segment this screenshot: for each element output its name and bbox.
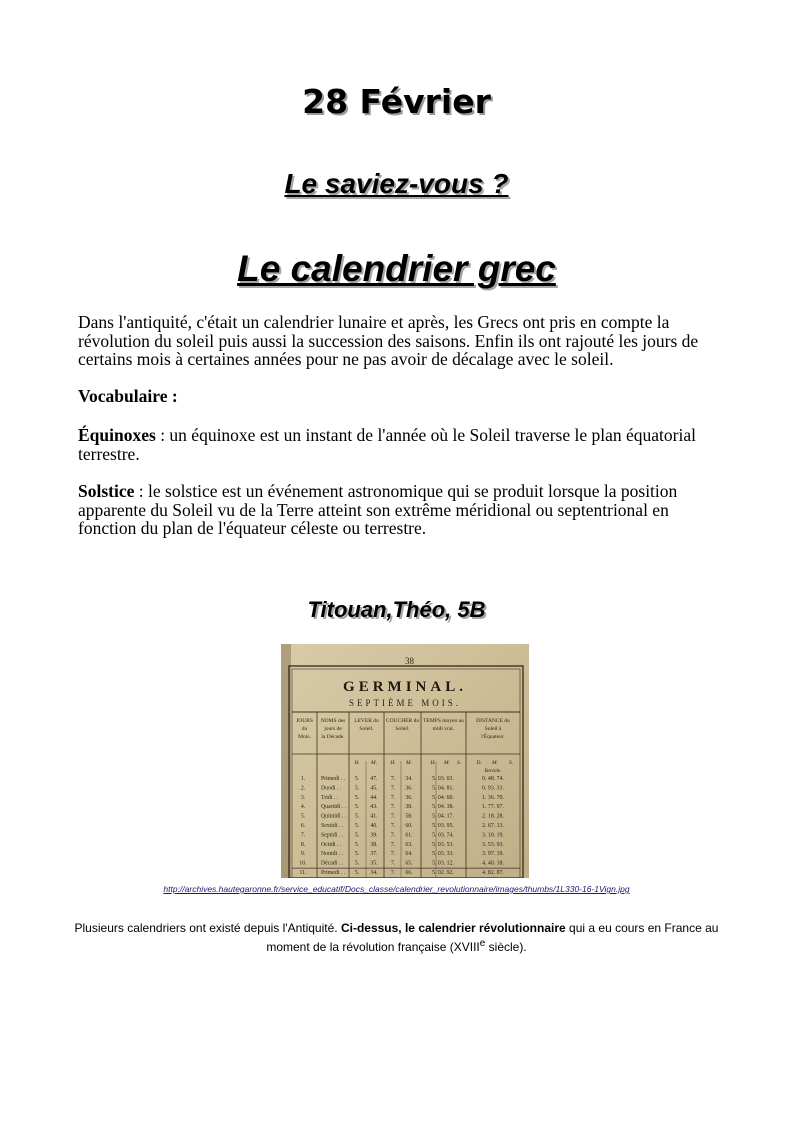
sun-distance: 4. 82. 87. xyxy=(482,870,504,876)
unit-label: M. xyxy=(444,760,450,766)
sunset-minute: 36. xyxy=(405,794,413,801)
day-number: 1. xyxy=(300,776,306,782)
sunrise-minute: 45. xyxy=(370,785,378,792)
sunrise-minute: 44. xyxy=(370,794,378,801)
definition-equinoxes xyxy=(78,426,728,463)
sun-distance: 3. 97. 19. xyxy=(482,851,504,858)
sunset-minute: 66. xyxy=(405,870,413,876)
mean-time: 5. 04. 60. xyxy=(432,794,454,801)
sunset-hour: 7. xyxy=(390,813,396,820)
kicker-heading: Le saviez-vous ? xyxy=(284,168,509,199)
column-header-line: COUCHER du xyxy=(385,718,420,724)
sun-distance: 4. 40. 18. xyxy=(482,860,504,867)
mean-time: 5. 03. 53. xyxy=(432,841,454,848)
unit-label: S. xyxy=(508,760,514,766)
sunset-hour: 7. xyxy=(390,870,396,876)
day-number: 8. xyxy=(300,841,306,848)
sun-distance: 0. 93. 33. xyxy=(482,785,504,792)
sunset-hour: 7. xyxy=(390,823,396,829)
unit-label: D. xyxy=(476,760,482,766)
column-header-line: jours de xyxy=(324,726,342,732)
month-title: GERMINAL. xyxy=(343,679,467,695)
mean-time: 5. 04. 81. xyxy=(432,785,454,792)
column-header-line: l'Équateur. xyxy=(481,734,505,740)
sunrise-minute: 39. xyxy=(370,832,378,839)
mean-time: 5. 04. 17. xyxy=(432,813,454,820)
unit-label: S. xyxy=(456,760,462,766)
caption-sup: e xyxy=(479,938,486,949)
definition-equinoxes-text: : un équinoxe est un instant de l'année où le Soleil traverse le plan équatorial terrestre. xyxy=(78,425,696,464)
sunrise-hour: 5. xyxy=(354,851,360,858)
day-name: Nonidi . . xyxy=(321,851,343,858)
day-number: 6. xyxy=(300,823,306,829)
sunrise-minute: 37. xyxy=(370,851,378,858)
sunset-hour: 7. xyxy=(390,832,396,839)
unit-label: H. xyxy=(354,760,360,766)
day-name: Octidi . . xyxy=(321,841,342,848)
caption-part3: siècle). xyxy=(485,940,527,954)
column-header-line: Soleil. xyxy=(395,726,410,732)
unit-label: M. xyxy=(492,760,498,766)
day-name: Quartidi . . xyxy=(321,804,347,811)
sunrise-hour: 5. xyxy=(354,776,360,782)
unit-label: H. xyxy=(430,760,436,766)
day-name: Duodi . . xyxy=(321,785,342,792)
sunrise-hour: 5. xyxy=(354,832,360,839)
day-number: 7. xyxy=(300,832,306,839)
sunset-minute: 38. xyxy=(405,804,413,811)
author-credit: Titouan,Théo, 5B xyxy=(307,597,486,622)
column-header-line: NOMS des xyxy=(320,718,346,724)
sun-distance: 1. 77. 97. xyxy=(482,804,504,811)
calendar-page-scan xyxy=(281,644,529,878)
day-number: 9. xyxy=(300,851,306,858)
column-header-line: LEVER du xyxy=(354,718,379,724)
day-name: Septidi . . xyxy=(321,832,344,839)
sunset-minute: 36. xyxy=(405,785,413,792)
sunset-hour: 7. xyxy=(390,851,396,858)
sunset-hour: 7. xyxy=(390,776,396,782)
sun-distance: 2. 18. 28. xyxy=(482,813,504,820)
column-header-line: DISTANCE du xyxy=(476,718,510,724)
sunrise-hour: 5. xyxy=(354,785,360,792)
page-number: 38 xyxy=(405,656,414,666)
sun-distance: 3. 53. 93. xyxy=(482,841,504,848)
sun-distance: 0. 48. 74. xyxy=(482,776,504,782)
sunset-hour: 7. xyxy=(390,785,396,792)
mean-time: 5. 03. 95. xyxy=(432,823,454,829)
sunrise-hour: 5. xyxy=(354,823,360,829)
sunset-hour: 7. xyxy=(390,841,396,848)
column-header-line: midi vrai. xyxy=(432,726,455,732)
sunrise-hour: 5. xyxy=(354,804,360,811)
day-name: Tridi . . xyxy=(321,794,339,801)
sunset-minute: 60. xyxy=(405,823,413,829)
caption-bold: Ci-dessus, le calendrier révolutionnaire xyxy=(340,921,566,935)
sunrise-hour: 5. xyxy=(354,860,360,867)
sunset-minute: 63. xyxy=(405,841,413,848)
unit-label: H. xyxy=(390,760,396,766)
unit-label: M. xyxy=(406,760,412,766)
sunset-minute: 58. xyxy=(405,813,413,820)
day-number: 10. xyxy=(299,860,307,867)
sunset-hour: 7. xyxy=(390,860,396,867)
day-name: Décadi . . xyxy=(321,860,344,867)
day-number: 3. xyxy=(300,794,306,801)
sunrise-minute: 34. xyxy=(370,870,378,876)
day-number: 4. xyxy=(300,804,306,811)
sunrise-minute: 41. xyxy=(370,813,378,820)
column-header xyxy=(321,718,346,740)
term-equinoxes: Équinoxes xyxy=(78,425,156,445)
intro-paragraph: Dans l'antiquité, c'était un calendrier lunaire et après, les Grecs ont pris en compte la révolution du soleil puis aussi la succession des saisons. Enfin ils ont rajouté les jours de certains mois à certaines années pour ne pas avoir de décalage avec le soleil. xyxy=(78,312,699,369)
column-header-line: TEMPS moyen au xyxy=(423,718,464,724)
column-header-line: JOURS xyxy=(296,718,313,724)
sunset-minute: 34. xyxy=(405,776,413,782)
article-title: Le calendrier grec xyxy=(237,248,556,289)
mean-time: 5. 03. 33. xyxy=(432,851,454,858)
term-solstice: Solstice xyxy=(78,481,135,501)
day-name: Quintidi . . xyxy=(321,813,347,820)
mean-time: 5. 04. 38. xyxy=(432,804,454,811)
sunset-minute: 61. xyxy=(405,832,413,839)
column-header-line: du xyxy=(301,726,308,732)
sunset-hour: 7. xyxy=(390,794,396,801)
sunrise-minute: 43. xyxy=(370,804,378,811)
sunrise-minute: 40. xyxy=(370,823,378,829)
mean-time: 5. 03. 03. xyxy=(432,776,454,782)
sunset-minute: 65. xyxy=(405,860,413,867)
column-header-line: la Décade. xyxy=(321,734,345,740)
calendar-rows xyxy=(292,776,520,876)
sunrise-minute: 47. xyxy=(370,776,378,782)
day-name: Primedi . . xyxy=(321,776,346,782)
sunset-minute: 64. xyxy=(405,851,413,858)
definition-solstice xyxy=(78,482,728,538)
column-header-line: Soleil à xyxy=(484,726,502,732)
month-subtitle: SEPTIÈME MOIS. xyxy=(348,698,462,708)
mean-time: 5. 03. 12. xyxy=(432,860,454,867)
day-number: 5. xyxy=(300,813,306,820)
image-caption xyxy=(60,920,733,955)
day-name: Sextidi . . xyxy=(321,823,344,829)
caption-part2: qui a eu cours en France au moment de la révolution française (XVIII xyxy=(266,921,719,954)
mean-time: 5. 03. 74. xyxy=(432,832,454,839)
day-number: 11. xyxy=(299,870,307,876)
column-header-line: Mois. xyxy=(298,734,311,740)
sunrise-minute: 35. xyxy=(370,860,378,867)
sun-distance: 2. 67. 13. xyxy=(482,823,504,829)
sun-distance: 1. 36. 70. xyxy=(482,794,504,801)
column-header-line: Soleil. xyxy=(359,726,374,732)
definition-solstice-text: : le solstice est un événement astronomique qui se produit lorsque la position apparente du Soleil vu de la Terre atteint son extrême méridional ou septentrional en fonction du plan de l'équateur céleste ou terrestre. xyxy=(78,481,678,538)
day-name: Primedi . . xyxy=(321,870,346,876)
vocabulary-heading: Vocabulaire : xyxy=(78,386,178,406)
sun-distance: 3. 10. 19. xyxy=(482,832,504,839)
caption-part1: Plusieurs calendriers ont existé depuis l'Antiquité. xyxy=(74,921,341,935)
mean-time: 5. 02. 92. xyxy=(432,870,454,876)
sunset-hour: 7. xyxy=(390,804,396,811)
calendar-photo xyxy=(281,644,529,878)
sunrise-hour: 5. xyxy=(354,841,360,848)
source-link[interactable]: http://archives.hautegaronne.fr/service_educatif/Docs_classe/calendrier_revolutionnaire/images/thumbs/1L330-16-1Vign.jpg xyxy=(163,884,630,894)
date-heading: 28 Février xyxy=(302,82,491,121)
borea-label: Boréale. xyxy=(484,769,502,774)
sunrise-minute: 38. xyxy=(370,841,378,848)
sunrise-hour: 5. xyxy=(354,794,360,801)
unit-label: M. xyxy=(371,760,377,766)
sunrise-hour: 5. xyxy=(354,870,360,876)
sunrise-hour: 5. xyxy=(354,813,360,820)
day-number: 2. xyxy=(300,785,306,792)
